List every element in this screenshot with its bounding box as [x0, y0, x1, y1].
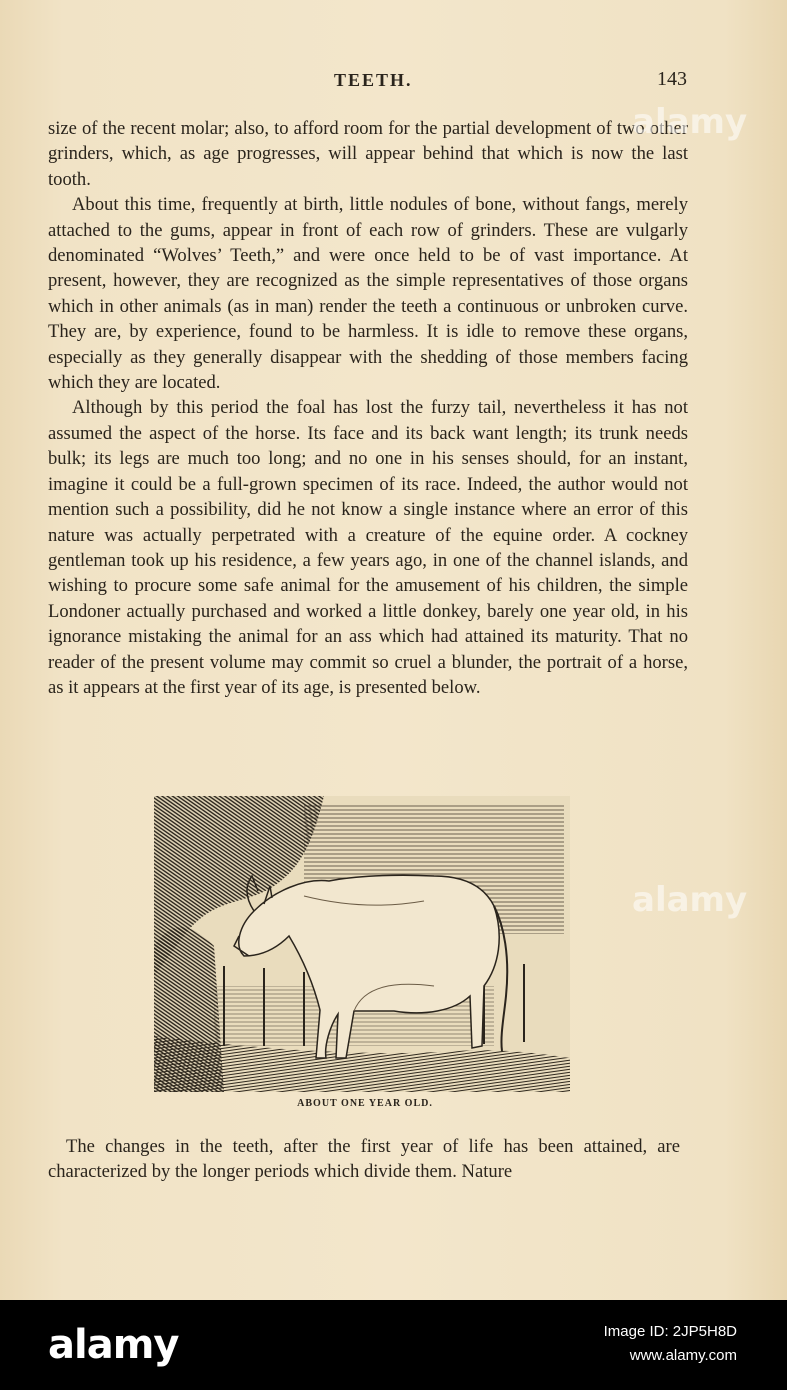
- image-id-block: [604, 1320, 737, 1368]
- alamy-logo: alamy: [48, 1322, 179, 1368]
- foal-illustration: [154, 796, 570, 1092]
- running-title: TEETH.: [334, 70, 413, 90]
- closing-text: [48, 1134, 680, 1185]
- page-number: 143: [657, 68, 687, 90]
- paragraph: About this time, frequently at birth, little nodules of bone, without fangs, merely attached to the gums, appear in front of each row of grinders. These are vulgarly denominated “Wolves’ Teeth,” and were once held to be of vast importance. At present, however, they are recognized as the simple representatives of those organs which in other animals (as in man) render the teeth a continuous or unbroken curve. They are, by experience, found to be harmless. It is idle to remove these organs, especially as they generally disappear with the shedding of those members facing which they are located.: [48, 194, 688, 394]
- site-url: www.alamy.com: [629, 1347, 737, 1364]
- paragraph: Although by this period the foal has lost the furzy tail, nevertheless it has not assumed the aspect of the horse. Its face and its back want length; its trunk needs bulk; its legs are much too long; and no one in his senses should, for an instant, imagine it could be a full-grown specimen of its race. Indeed, the author would not mention such a possibility, did he not know a single instance where an error of this nature was actually perpetrated with a creature of the equine order. A cockney gentleman took up his residence, a few years ago, in one of the channel islands, and wishing to procure some safe animal for the amusement of his children, the simple Londoner actually purchased and worked a little donkey, barely one year old, in his ignorance mistaking the animal for an ass which had attained its maturity. That no reader of the present volume may commit so cruel a blunder, the portrait of a horse, as it appears at the first year of its age, is presented below.: [48, 397, 688, 698]
- image-id: Image ID: 2JP5H8D: [603, 1323, 737, 1340]
- horse-engraving: [154, 796, 570, 1092]
- watermark: alamy: [632, 880, 748, 920]
- figure-caption: ABOUT ONE YEAR OLD.: [297, 1098, 433, 1109]
- paragraph: size of the recent molar; also, to afford room for the partial development of two other grinders, which, as age progresses, will appear behind that which is now the last tooth.: [48, 118, 688, 190]
- body-text: [48, 116, 688, 700]
- running-head: [0, 68, 787, 96]
- stock-footer-bar: [0, 1300, 787, 1390]
- watermark: alamy: [632, 102, 748, 142]
- paragraph: The changes in the teeth, after the first year of life has been attained, are characterized by the longer periods which divide them. Nature: [48, 1136, 680, 1183]
